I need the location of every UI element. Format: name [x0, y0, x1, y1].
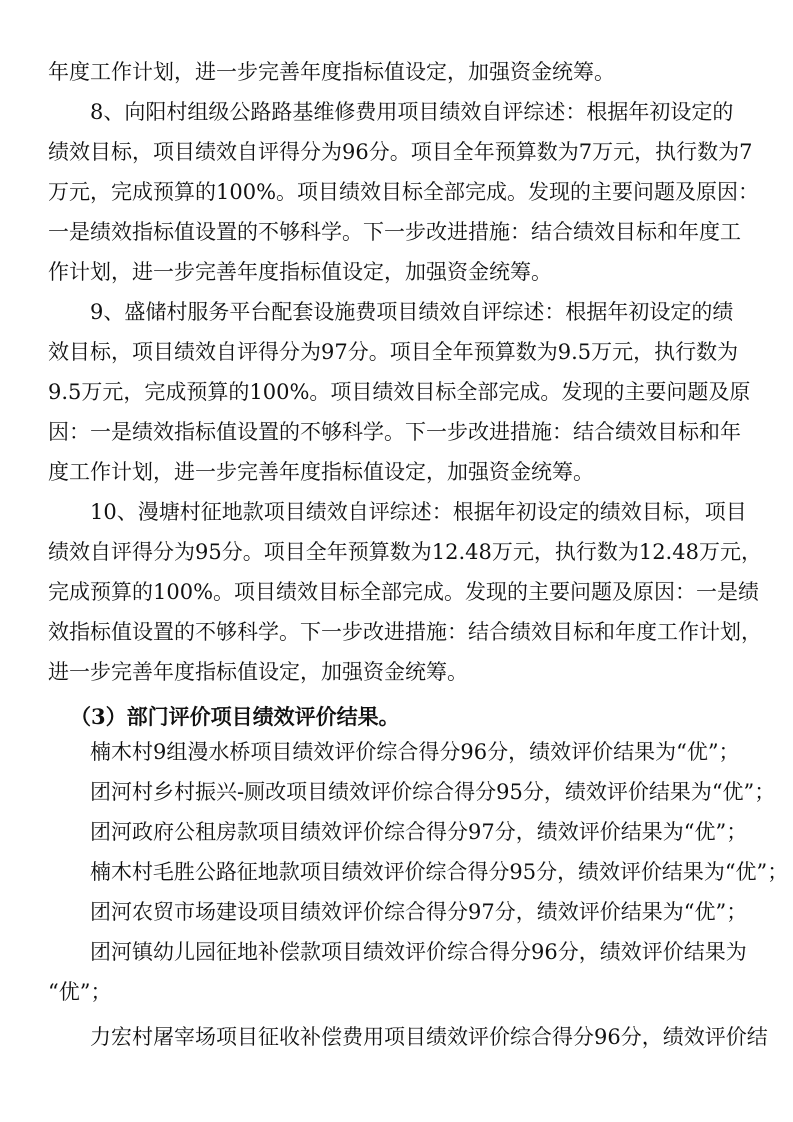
paragraph-line: 绩效自评得分为95分。项目全年预算数为12.48万元，执行数为12.48万元， [48, 540, 762, 564]
paragraph-line: 8、向阳村组级公路路基维修费用项目绩效自评综述：根据年初设定的 [90, 100, 734, 124]
paragraph-line: 年度工作计划，进一步完善年度指标值设定，加强资金统筹。 [48, 60, 615, 84]
paragraph-line: 万元，完成预算的100%。项目绩效目标全部完成。发现的主要问题及原因： [48, 180, 760, 204]
paragraph-line: 完成预算的100%。项目绩效目标全部完成。发现的主要问题及原因：一是绩 [48, 580, 760, 604]
result-line: 楠木村9组漫水桥项目绩效评价综合得分96分，绩效评价结果为“优”； [90, 740, 740, 764]
paragraph-line: 一是绩效指标值设置的不够科学。下一步改进措施：结合绩效目标和年度工 [48, 220, 741, 244]
result-line: “优”； [48, 980, 112, 1004]
paragraph-line: 度工作计划，进一步完善年度指标值设定，加强资金统筹。 [48, 460, 594, 484]
paragraph-line: 10、漫塘村征地款项目绩效自评综述：根据年初设定的绩效目标，项目 [90, 500, 747, 524]
paragraph-line: 效目标，项目绩效自评得分为97分。项目全年预算数为9.5万元，执行数为 [48, 340, 739, 364]
result-line: 团河村乡村振兴-厕改项目绩效评价综合得分95分，绩效评价结果为“优”； [90, 780, 776, 804]
result-line: 楠木村毛胜公路征地款项目绩效评价综合得分95分，绩效评价结果为“优”； [90, 860, 789, 884]
paragraph-line: 作计划，进一步完善年度指标值设定，加强资金统筹。 [48, 260, 552, 284]
result-line: 团河镇幼儿园征地补偿款项目绩效评价综合得分96分，绩效评价结果为 [90, 940, 747, 964]
paragraph-line: 9.5万元，完成预算的100%。项目绩效目标全部完成。发现的主要问题及原 [48, 380, 751, 404]
paragraph-line: 效指标值设置的不够科学。下一步改进措施：结合绩效目标和年度工作计划， [48, 620, 762, 644]
paragraph-line: 9、盛储村服务平台配套设施费项目绩效自评综述：根据年初设定的绩 [90, 300, 734, 324]
result-line: 力宏村屠宰场项目征收补偿费用项目绩效评价综合得分96分，绩效评价结 [90, 1025, 768, 1049]
paragraph-line: 进一步完善年度指标值设定，加强资金统筹。 [48, 660, 468, 684]
paragraph-line: 因：一是绩效指标值设置的不够科学。下一步改进措施：结合绩效目标和年 [48, 420, 741, 444]
result-line: 团河政府公租房款项目绩效评价综合得分97分，绩效评价结果为“优”； [90, 820, 748, 844]
result-line: 团河农贸市场建设项目绩效评价综合得分97分，绩效评价结果为“优”； [90, 900, 748, 924]
paragraph-line: 绩效目标，项目绩效自评得分为96分。项目全年预算数为7万元，执行数为7 [48, 140, 753, 164]
section-heading: （3）部门评价项目绩效评价结果。 [70, 704, 400, 729]
